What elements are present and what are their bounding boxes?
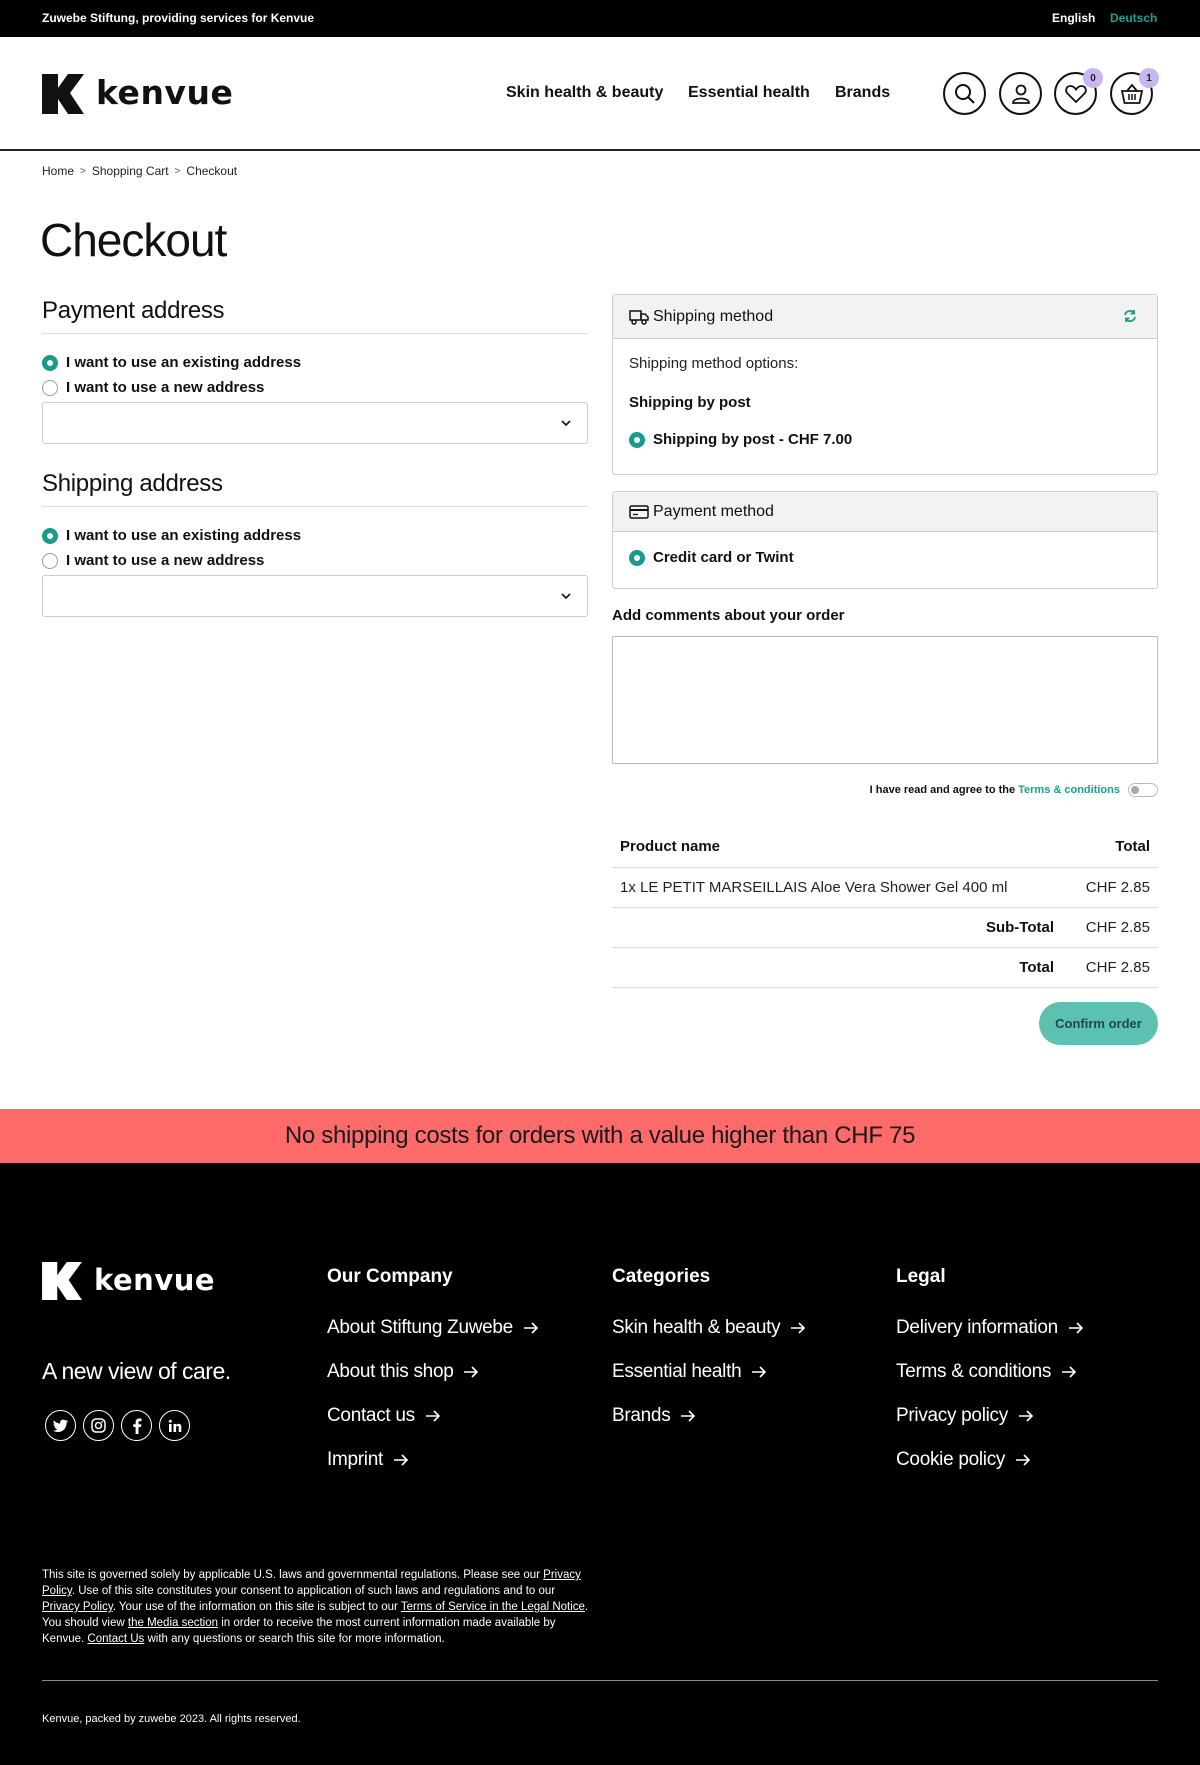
refresh-icon[interactable]	[1123, 309, 1137, 323]
shipping-method-panel	[612, 294, 1158, 475]
top-bar	[0, 0, 1200, 37]
account-icon	[1010, 83, 1032, 105]
legal-terms-of-service-link[interactable]: Terms of Service in the Legal Notice	[400, 1601, 585, 1613]
arrow-right-icon	[523, 1321, 539, 1335]
footer-logo-wordmark: kenvue	[94, 1262, 216, 1297]
nav-essential-health[interactable]: Essential health	[688, 84, 810, 101]
twitter-link[interactable]	[45, 1410, 76, 1441]
footer-column-categories	[612, 1266, 806, 1438]
total-value: CHF 2.85	[1062, 947, 1158, 987]
nav-brands[interactable]: Brands	[835, 84, 891, 101]
language-english-link[interactable]: English	[1052, 11, 1096, 25]
payment-method-title: Payment method	[653, 502, 774, 520]
cart-count-badge: 1	[1139, 68, 1159, 88]
comments-label: Add comments about your order	[612, 607, 845, 624]
chevron-down-icon	[559, 589, 573, 603]
wishlist-button[interactable]	[1054, 72, 1097, 115]
footer-link-essential-health[interactable]: Essential health	[612, 1350, 806, 1394]
site-footer	[0, 1163, 1200, 1765]
footer-link-about-stiftung[interactable]: About Stiftung Zuwebe	[327, 1306, 539, 1350]
shipping-address-new-label: I want to use a new address	[66, 552, 265, 569]
payment-address-existing-label: I want to use an existing address	[66, 354, 302, 371]
legal-contact-us-link[interactable]: Contact Us	[87, 1633, 145, 1645]
cart-button[interactable]	[1110, 72, 1153, 115]
footer-legal-notice: This site is governed solely by applicable U.S. laws and governmental regulations. Please see our Privacy Policy. Use of this site constitutes your consent to application of such laws and regulations and to our Privacy Policy. Your use of the information on this site is subject to our Terms of Service in the Legal Notice. You should view the Media section in order to receive the most current information made available by Kenvue. Contact Us with any questions or search this site for more information.	[42, 1569, 589, 1645]
table-header-row	[612, 827, 1158, 867]
payment-method-panel	[612, 491, 1158, 589]
breadcrumb-shopping-cart[interactable]: Shopping Cart	[91, 164, 169, 178]
subtotal-row	[612, 907, 1158, 947]
legal-media-section-link[interactable]: the Media section	[127, 1617, 219, 1629]
credit-card-twint-option[interactable]	[629, 549, 1141, 566]
footer-column-company	[327, 1266, 539, 1482]
chevron-down-icon	[559, 416, 573, 430]
arrow-right-icon	[463, 1365, 479, 1379]
footer-column-legal	[896, 1266, 1084, 1482]
shipping-method-header	[613, 295, 1157, 339]
total-row	[612, 947, 1158, 987]
shipping-options-label: Shipping method options:	[629, 355, 799, 372]
shipping-by-post-radio[interactable]	[629, 432, 645, 448]
facebook-link[interactable]	[121, 1410, 152, 1441]
footer-slogan: A new view of care.	[42, 1358, 231, 1384]
shipping-group-label: Shipping by post	[629, 394, 751, 411]
search-icon	[954, 83, 976, 105]
page-title: Checkout	[40, 214, 227, 266]
basket-icon	[1120, 83, 1144, 105]
wishlist-count-badge: 0	[1083, 68, 1103, 88]
account-button[interactable]	[999, 72, 1042, 115]
shipping-address-existing-label: I want to use an existing address	[66, 527, 302, 544]
legal-privacy-policy-link[interactable]: Privacy Policy	[42, 1601, 113, 1613]
arrow-right-icon	[680, 1409, 696, 1423]
footer-link-contact-us[interactable]: Contact us	[327, 1394, 539, 1438]
heart-icon	[1065, 84, 1087, 104]
payment-address-select[interactable]	[42, 402, 588, 444]
shipping-address-new-radio[interactable]	[42, 553, 58, 569]
legal-privacy-policy-link[interactable]: Privacy Policy	[42, 1569, 581, 1597]
search-button[interactable]	[943, 72, 986, 115]
arrow-right-icon	[393, 1453, 409, 1467]
arrow-right-icon	[1061, 1365, 1077, 1379]
footer-link-terms-conditions[interactable]: Terms & conditions	[896, 1350, 1084, 1394]
footer-column-title: Legal	[896, 1266, 946, 1287]
footer-link-brands[interactable]: Brands	[612, 1394, 806, 1438]
linkedin-link[interactable]	[159, 1410, 190, 1441]
footer-kenvue-logo[interactable]	[42, 1262, 215, 1300]
instagram-icon	[91, 1418, 106, 1433]
footer-link-about-shop[interactable]: About this shop	[327, 1350, 539, 1394]
terms-conditions-link[interactable]: Terms & conditions	[1018, 784, 1120, 796]
arrow-right-icon	[790, 1321, 806, 1335]
shipping-address-new-option[interactable]	[42, 552, 264, 569]
breadcrumb-separator: >	[174, 165, 181, 177]
language-deutsch-link[interactable]: Deutsch	[1110, 11, 1158, 25]
nav-skin-health-beauty[interactable]: Skin health & beauty	[506, 84, 664, 101]
arrow-right-icon	[425, 1409, 441, 1423]
breadcrumb-separator: >	[80, 165, 86, 177]
shipping-method-title: Shipping method	[653, 307, 774, 325]
shipping-address-existing-radio[interactable]	[42, 528, 58, 544]
footer-link-skin-health[interactable]: Skin health & beauty	[612, 1306, 806, 1350]
payment-address-title: Payment address	[42, 297, 588, 334]
credit-card-icon	[629, 504, 649, 520]
shipping-by-post-option[interactable]	[629, 431, 1141, 448]
comments-textarea[interactable]	[612, 636, 1158, 764]
footer-link-delivery-information[interactable]: Delivery information	[896, 1306, 1084, 1350]
terms-text: I have read and agree to the	[869, 784, 1016, 796]
payment-address-new-option[interactable]	[42, 379, 264, 396]
product-total-cell: CHF 2.85	[1062, 867, 1158, 907]
payment-address-existing-radio[interactable]	[42, 355, 58, 371]
footer-copyright: Kenvue, packed by zuwebe 2023. All rights reserved.	[42, 1713, 301, 1725]
truck-icon	[629, 309, 649, 325]
product-name-cell: 1x LE PETIT MARSEILLAIS Aloe Vera Shower Gel 400 ml	[612, 867, 1062, 907]
product-name-header: Product name	[620, 838, 721, 856]
footer-link-cookie-policy[interactable]: Cookie policy	[896, 1438, 1084, 1482]
credit-card-twint-radio[interactable]	[629, 550, 645, 566]
subtotal-value: CHF 2.85	[1062, 907, 1158, 947]
arrow-right-icon	[1015, 1453, 1031, 1467]
arrow-right-icon	[1018, 1409, 1034, 1423]
linkedin-icon	[168, 1419, 182, 1433]
arrow-right-icon	[751, 1365, 767, 1379]
arrow-right-icon	[1068, 1321, 1084, 1335]
facebook-icon	[132, 1418, 142, 1434]
breadcrumb-home[interactable]: Home	[42, 164, 75, 178]
kenvue-k-mark-icon	[42, 74, 84, 114]
top-bar-tagline: Zuwebe Stiftung, providing services for Kenvue	[42, 11, 315, 25]
subtotal-label: Sub-Total	[612, 907, 1062, 947]
payment-address-existing-option[interactable]	[42, 354, 301, 371]
terms-agree-toggle[interactable]	[1128, 783, 1158, 797]
kenvue-k-mark-icon	[42, 1262, 82, 1300]
confirm-order-button[interactable]: Confirm order	[1039, 1002, 1158, 1045]
shipping-by-post-label: Shipping by post - CHF 7.00	[653, 431, 853, 448]
shipping-address-select[interactable]	[42, 575, 588, 617]
total-label: Total	[612, 947, 1062, 987]
payment-method-header	[613, 492, 1157, 532]
social-links	[45, 1410, 190, 1441]
table-row	[612, 867, 1158, 907]
footer-link-privacy-policy[interactable]: Privacy policy	[896, 1394, 1084, 1438]
shipping-address-title: Shipping address	[42, 470, 588, 507]
total-header: Total	[1115, 838, 1150, 856]
logo-wordmark: kenvue	[96, 72, 234, 112]
twitter-icon	[53, 1419, 69, 1433]
breadcrumb	[42, 164, 237, 178]
footer-column-title: Our Company	[327, 1266, 453, 1287]
footer-link-imprint[interactable]: Imprint	[327, 1438, 539, 1482]
footer-column-title: Categories	[612, 1266, 711, 1287]
kenvue-logo[interactable]	[42, 74, 233, 114]
order-summary-table	[612, 827, 1158, 988]
credit-card-twint-label: Credit card or Twint	[653, 549, 794, 566]
breadcrumb-checkout[interactable]: Checkout	[186, 164, 238, 178]
site-header	[0, 37, 1200, 151]
shipping-promo-banner: No shipping costs for orders with a value higher than CHF 75	[0, 1109, 1200, 1163]
payment-address-new-radio[interactable]	[42, 380, 58, 396]
footer-divider	[42, 1680, 1158, 1681]
payment-address-new-label: I want to use a new address	[66, 379, 265, 396]
shipping-address-existing-option[interactable]	[42, 527, 301, 544]
instagram-link[interactable]	[83, 1410, 114, 1441]
terms-agreement	[870, 783, 1158, 797]
